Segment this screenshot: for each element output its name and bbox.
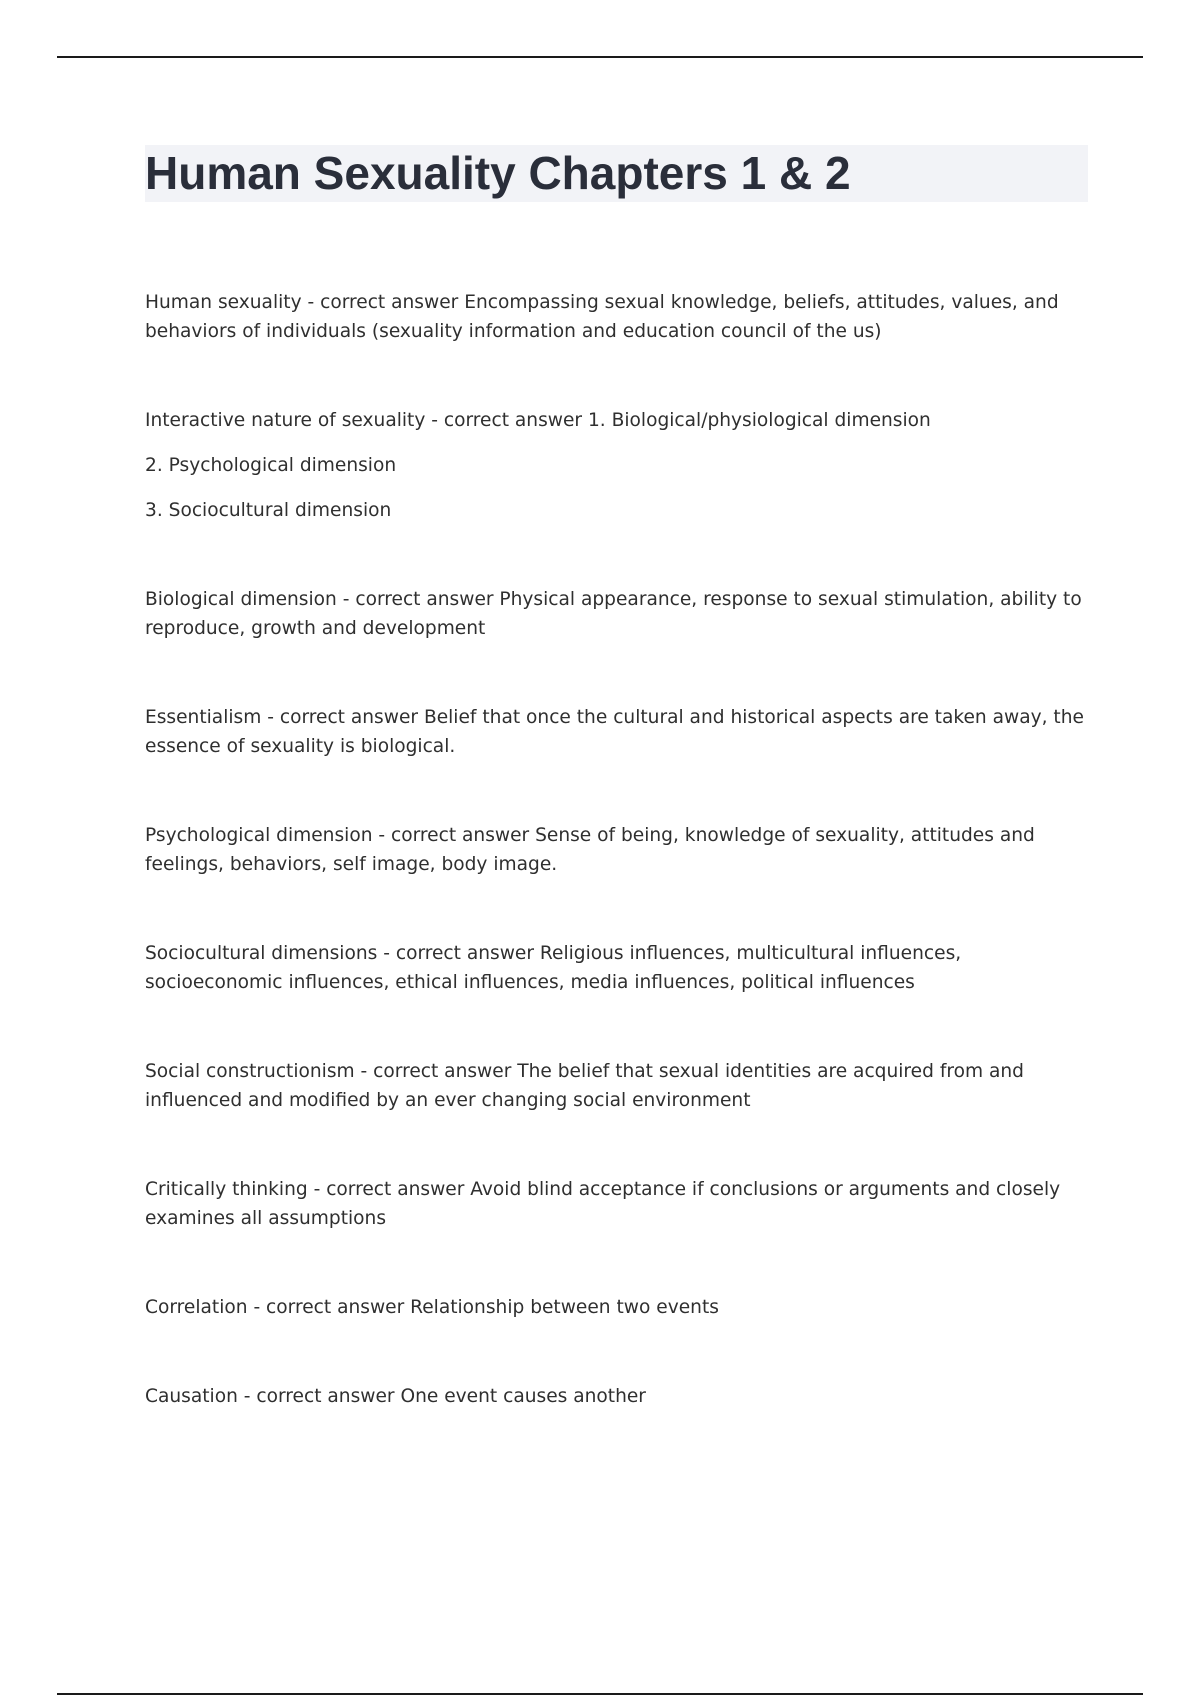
entry-text: Causation - correct answer One event causes another	[145, 1386, 646, 1407]
flashcard-entry	[145, 1057, 1095, 1115]
entry-text: Social constructionism - correct answer The belief that sexual identities are acquired from and influenced and modified by an ever changing social environment	[145, 1061, 1024, 1111]
flashcard-entry	[145, 1293, 1095, 1322]
page-title: Human Sexuality Chapters 1 & 2	[145, 147, 851, 199]
entry-text: Essentialism - correct answer Belief that once the cultural and historical aspects are taken away, the essence of sexuality is biological.	[145, 707, 1084, 757]
flashcard-list	[145, 288, 1095, 1471]
entry-text: Sociocultural dimensions - correct answer Religious influences, multicultural influences, socioeconomic influences, ethical influences, media influences, political influences	[145, 943, 962, 993]
entry-text: Psychological dimension - correct answer Sense of being, knowledge of sexuality, attitudes and feelings, behaviors, self image, body image.	[145, 825, 1035, 875]
flashcard-entry	[145, 585, 1095, 643]
flashcard-entry	[145, 821, 1095, 879]
flashcard-entry	[145, 1382, 1095, 1411]
entry-sub-item: 3. Sociocultural dimension	[145, 500, 392, 521]
flashcard-entry	[145, 703, 1095, 761]
entry-text: Interactive nature of sexuality - correct answer 1. Biological/physiological dimension	[145, 410, 931, 431]
entry-text: Correlation - correct answer Relationship between two events	[145, 1297, 719, 1318]
entry-sub-item: 2. Psychological dimension	[145, 455, 397, 476]
flashcard-entry	[145, 406, 1095, 525]
entry-text: Biological dimension - correct answer Physical appearance, response to sexual stimulation, ability to reproduce, growth and development	[145, 589, 1082, 639]
entry-text: Critically thinking - correct answer Avoid blind acceptance if conclusions or arguments and closely examines all assumptions	[145, 1179, 1061, 1229]
flashcard-entry	[145, 288, 1095, 346]
flashcard-entry	[145, 1175, 1095, 1233]
top-divider	[57, 56, 1143, 58]
entry-text: Human sexuality - correct answer Encompassing sexual knowledge, beliefs, attitudes, values, and behaviors of individuals (sexuality information and education council of the us)	[145, 292, 1059, 342]
bottom-divider	[57, 1693, 1143, 1695]
flashcard-entry	[145, 939, 1095, 997]
